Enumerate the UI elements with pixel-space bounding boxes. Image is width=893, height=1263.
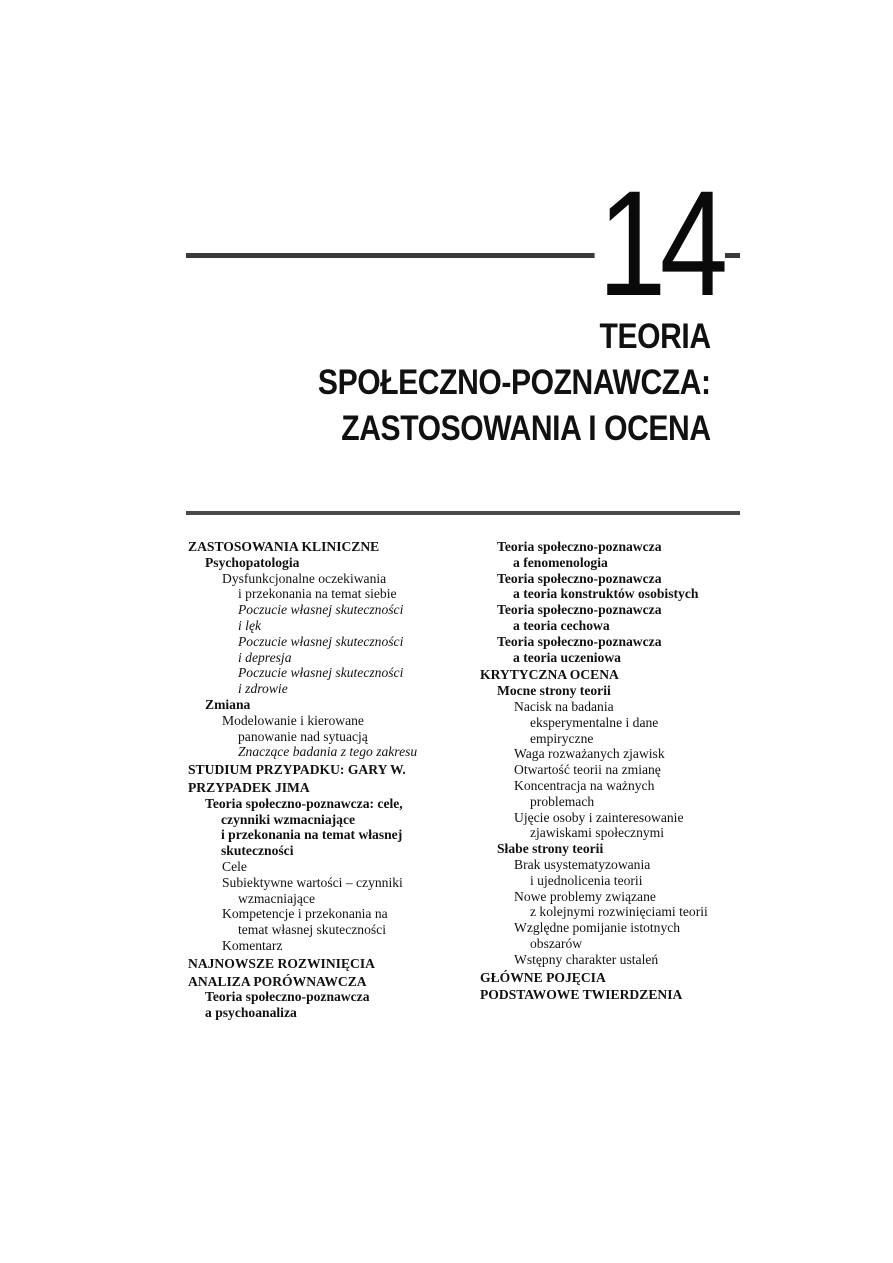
chapter-number: 14 (595, 168, 725, 318)
toc-section: ANALIZA PORÓWNAWCZA (188, 973, 367, 989)
toc-subsection-continuation: a teoria uczeniowa (513, 649, 621, 665)
toc-subsection: Teoria społeczno-poznawcza: cele, (205, 795, 403, 811)
toc-section: GŁÓWNE POJĘCIA (480, 969, 606, 985)
contents-divider-rule (186, 511, 740, 515)
toc-subsection-continuation: i przekonania na temat własnej (221, 827, 403, 843)
toc-entry-continuation: temat własnej skuteczności (238, 922, 386, 938)
contents-left-column (188, 539, 458, 1021)
toc-section: ZASTOSOWANIA KLINICZNE (188, 539, 380, 554)
chapter-title-line-3: ZASTOSOWANIA I OCENA (341, 409, 711, 448)
toc-section: PRZYPADEK JIMA (188, 779, 310, 795)
toc-entry: Dysfunkcjonalne oczekiwania (222, 570, 387, 586)
toc-entry-continuation: i zdrowie (238, 681, 288, 697)
toc-entry-continuation: zjawiskami społecznymi (530, 825, 665, 841)
toc-entry: Kompetencje i przekonania na (222, 906, 388, 922)
toc-entry: Komentarz (222, 937, 283, 953)
toc-entry: Nowe problemy związane (514, 888, 656, 904)
toc-subsection: Teoria społeczno-poznawcza (497, 633, 662, 649)
toc-section: NAJNOWSZE ROZWINIĘCIA (188, 955, 375, 971)
toc-entry-continuation: i ujednolicenia teorii (530, 872, 643, 888)
toc-entry-continuation: obszarów (530, 935, 583, 951)
toc-entry: Poczucie własnej skuteczności (238, 633, 404, 649)
toc-entry: Ujęcie osoby i zainteresowanie (514, 809, 684, 825)
toc-entry: Względne pomijanie istotnych (514, 920, 681, 936)
toc-subsection: Teoria społeczno-poznawcza (497, 539, 662, 554)
toc-section: KRYTYCZNA OCENA (480, 667, 619, 683)
toc-entry: Modelowanie i kierowane (222, 712, 364, 728)
chapter-title (254, 314, 711, 452)
toc-subsection: Psychopatologia (205, 554, 300, 570)
toc-subsection: Słabe strony teorii (497, 841, 604, 857)
toc-subsection-continuation: skuteczności (221, 843, 294, 859)
contents-right-column (480, 539, 755, 1003)
toc-subsection: Teoria społeczno-poznawcza (497, 570, 662, 586)
toc-entry-continuation: empiryczne (530, 730, 594, 746)
toc-entry: Waga rozważanych zjawisk (514, 746, 665, 762)
toc-subsection-continuation: czynniki wzmacniające (221, 811, 356, 827)
toc-subsection-continuation: a teoria konstruktów osobistych (513, 586, 699, 602)
chapter-title-line-1: TEORIA (599, 317, 711, 356)
toc-subsection: Zmiana (205, 696, 251, 712)
toc-entry-continuation: eksperymentalne i dane (530, 714, 659, 730)
toc-section: PODSTAWOWE TWIERDZENIA (480, 987, 683, 1003)
chapter-title-line-2: SPOŁECZNO-POZNAWCZA: (318, 363, 711, 402)
toc-subsection: Teoria społeczno-poznawcza (205, 989, 370, 1005)
toc-entry: Cele (222, 858, 247, 874)
toc-entry: Subiektywne wartości – czynniki (222, 874, 403, 890)
toc-entry-continuation: panowanie nad sytuacją (238, 728, 368, 744)
toc-subsection: Mocne strony teorii (497, 683, 611, 699)
toc-entry: Poczucie własnej skuteczności (238, 602, 404, 618)
toc-entry: Wstępny charakter ustaleń (514, 951, 659, 967)
toc-entry: Brak usystematyzowania (514, 856, 651, 872)
toc-entry: Znaczące badania z tego zakresu (238, 744, 418, 760)
toc-entry-continuation: i depresja (238, 649, 292, 665)
toc-entry: Poczucie własnej skuteczności (238, 665, 404, 681)
toc-subsection-continuation: a teoria cechowa (513, 617, 610, 633)
toc-subsection: Teoria społeczno-poznawcza (497, 602, 662, 618)
toc-subsection-continuation: a psychoanaliza (205, 1005, 297, 1021)
toc-entry: Nacisk na badania (514, 698, 614, 714)
toc-subsection-continuation: a fenomenologia (513, 554, 608, 570)
toc-entry: Koncentracja na ważnych (514, 777, 655, 793)
toc-entry-continuation: i lęk (238, 617, 262, 633)
toc-entry-continuation: wzmacniające (238, 890, 315, 906)
toc-entry-continuation: problemach (530, 793, 595, 809)
toc-entry-continuation: z kolejnymi rozwinięciami teorii (530, 904, 708, 920)
toc-entry: Otwartość teorii na zmianę (514, 762, 661, 778)
toc-entry-continuation: i przekonania na temat siebie (238, 586, 397, 602)
toc-section: STUDIUM PRZYPADKU: GARY W. (188, 762, 406, 778)
